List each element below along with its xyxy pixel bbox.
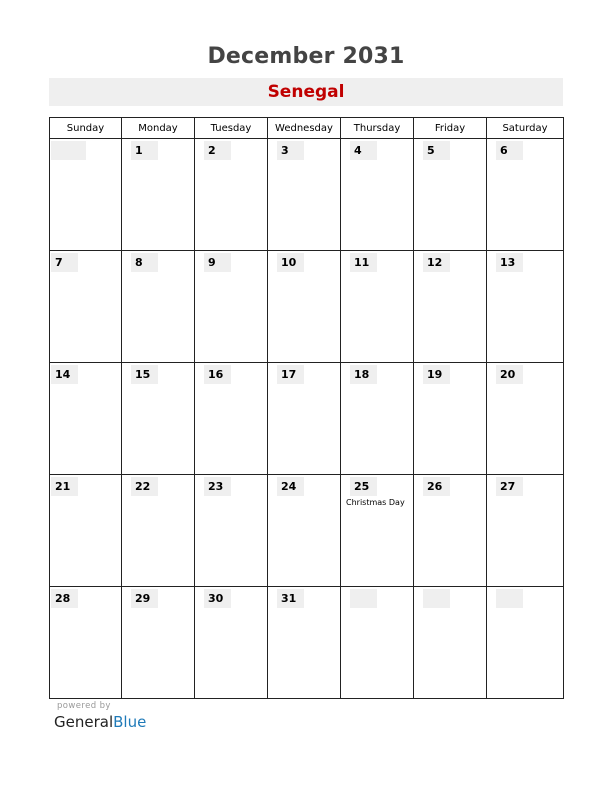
day-cell (195, 139, 268, 251)
day-cell (268, 475, 341, 587)
day-cell (414, 475, 487, 587)
day-number: 14 (51, 365, 78, 384)
day-number: 27 (496, 477, 523, 496)
day-number: 29 (131, 589, 158, 608)
day-cell (122, 587, 195, 699)
day-number: 30 (204, 589, 231, 608)
day-number: 16 (204, 365, 231, 384)
day-number: 24 (277, 477, 304, 496)
day-cell (341, 251, 414, 363)
calendar-grid (49, 117, 564, 699)
day-cell (50, 251, 122, 363)
day-cell (414, 363, 487, 475)
weekday-tuesday: Tuesday (195, 118, 268, 139)
day-cell (487, 475, 564, 587)
day-cell (122, 251, 195, 363)
day-cell (487, 587, 564, 699)
day-number: 10 (277, 253, 304, 272)
day-number: 1 (131, 141, 158, 160)
day-number: 13 (496, 253, 523, 272)
day-cell (195, 251, 268, 363)
day-cell (414, 587, 487, 699)
day-number: 9 (204, 253, 231, 272)
day-cell (50, 139, 122, 251)
week-row (50, 475, 564, 587)
day-cell (268, 139, 341, 251)
weekday-sunday: Sunday (50, 118, 122, 139)
weekday-thursday: Thursday (341, 118, 414, 139)
day-cell (414, 251, 487, 363)
day-cell (268, 251, 341, 363)
day-number: 26 (423, 477, 450, 496)
day-number: 22 (131, 477, 158, 496)
day-number: 31 (277, 589, 304, 608)
weekday-saturday: Saturday (487, 118, 564, 139)
day-cell (122, 475, 195, 587)
weekday-monday: Monday (122, 118, 195, 139)
day-number (350, 589, 377, 608)
page-title: December 2031 (207, 44, 405, 69)
day-number (423, 589, 450, 608)
generalblue-logo (54, 713, 146, 731)
day-number (496, 589, 523, 608)
day-cell (195, 587, 268, 699)
day-cell (487, 363, 564, 475)
day-cell (50, 363, 122, 475)
day-cell (341, 139, 414, 251)
day-cell (195, 475, 268, 587)
day-number: 19 (423, 365, 450, 384)
day-number: 17 (277, 365, 304, 384)
day-number: 6 (496, 141, 523, 160)
day-number: 20 (496, 365, 523, 384)
day-number: 3 (277, 141, 304, 160)
week-row (50, 251, 564, 363)
day-number: 4 (350, 141, 377, 160)
brand-general: General (54, 713, 114, 731)
day-cell (268, 363, 341, 475)
day-cell (341, 475, 414, 587)
day-cell (122, 139, 195, 251)
week-row (50, 139, 564, 251)
holiday-label: Christmas Day (346, 498, 405, 507)
brand-blue: Blue (113, 713, 147, 731)
day-number: 11 (350, 253, 377, 272)
day-number: 7 (51, 253, 78, 272)
day-cell (50, 475, 122, 587)
day-cell (414, 139, 487, 251)
day-cell (341, 587, 414, 699)
day-cell (50, 587, 122, 699)
weekday-friday: Friday (414, 118, 487, 139)
day-cell (341, 363, 414, 475)
day-cell (487, 139, 564, 251)
day-number: 8 (131, 253, 158, 272)
day-number: 2 (204, 141, 231, 160)
weekday-wednesday: Wednesday (268, 118, 341, 139)
day-number: 25 (350, 477, 377, 496)
day-number: 21 (51, 477, 78, 496)
day-cell (195, 363, 268, 475)
day-number: 15 (131, 365, 158, 384)
country-name: Senegal (267, 82, 345, 102)
day-cell (487, 251, 564, 363)
week-row (50, 587, 564, 699)
weekday-header-row (50, 118, 564, 139)
week-row (50, 363, 564, 475)
day-cell (122, 363, 195, 475)
day-number: 23 (204, 477, 231, 496)
powered-by-label: powered by (57, 701, 111, 711)
country-banner (49, 78, 563, 106)
day-number: 28 (51, 589, 78, 608)
day-number: 5 (423, 141, 450, 160)
day-number: 18 (350, 365, 377, 384)
day-number (51, 141, 86, 160)
day-number: 12 (423, 253, 450, 272)
day-cell (268, 587, 341, 699)
